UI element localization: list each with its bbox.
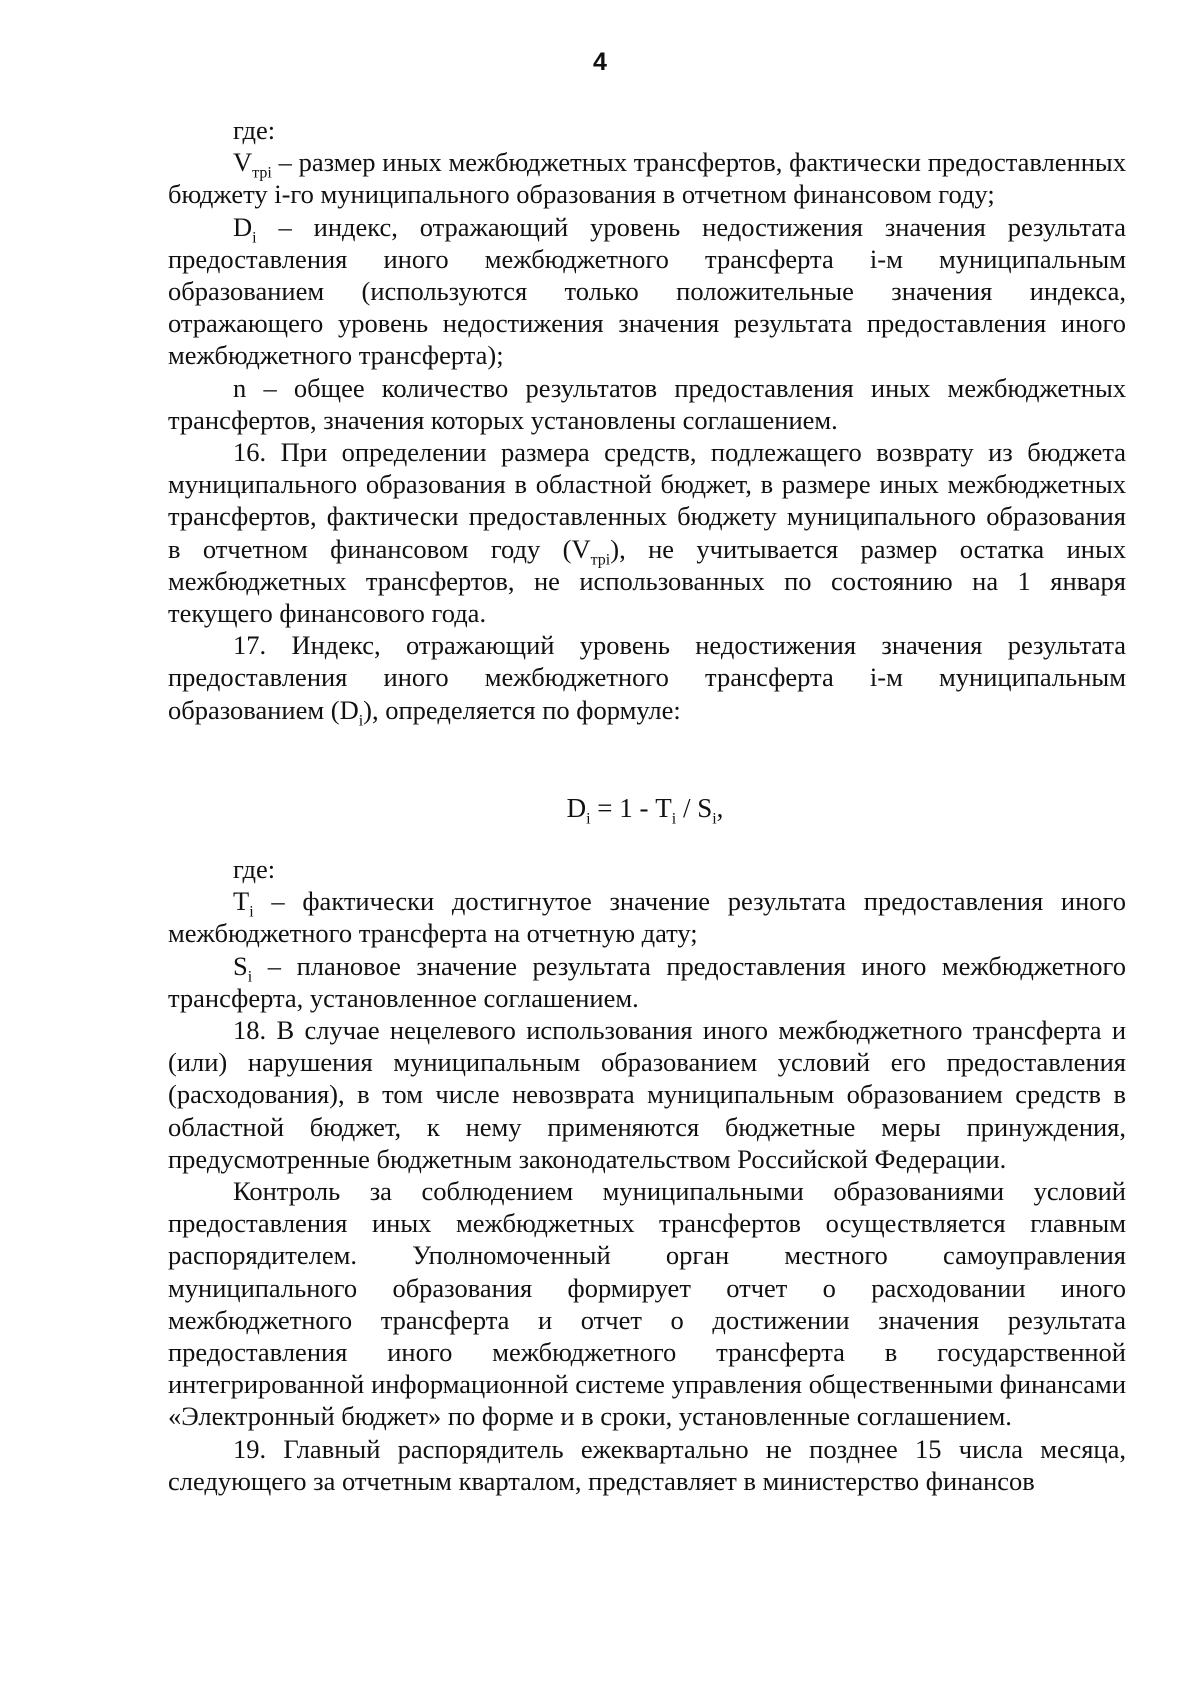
text-block-bottom [168, 853, 1126, 1497]
formula-eq-t: = 1 - T [590, 793, 672, 823]
definition-d-text: – индекс, отражающий уровень недостижения значения результата предоставления иного межбюджетного трансферта і-м муниципальным образованием (используются только положительные значения индекса, отражающего уровень недостижения значения результата предоставления иного межбюджетного трансферта); [168, 211, 1126, 371]
subscript-trpi: трі [252, 164, 272, 182]
paragraph-17 [168, 629, 1126, 729]
subscript-s-i: і [247, 967, 253, 985]
where-label-1: где: [233, 115, 276, 145]
definition-d-i [168, 211, 1126, 372]
symbol-d: D [233, 211, 253, 242]
paragraph-16-text-b: ), не учитывается размер остатка иных межбюджетных трансфертов, не использованных по состоянию на 1 января текущего финансового года. [168, 533, 1126, 629]
paragraph-18: 18. В случае нецелевого использования иного межбюджетного трансферта и (или) нарушения муниципальным образованием условий его предоставления (расходования), в том числе невозврата муниципальным образованием средств в областной бюджет, к нему применяются бюджетные меры принуждения, предусмотренные бюджетным законодательством Российской Федерации. [168, 1015, 1126, 1174]
definition-n: n – общее количество результатов предоставления иных межбюджетных трансфертов, значения которых установлены соглашением. [168, 372, 1126, 435]
definition-s-i [168, 950, 1126, 1014]
text-block-top [168, 114, 1126, 729]
formula-t-subscript: і [671, 810, 677, 828]
definition-s-text: – плановое значение результата предоставления иного межбюджетного трансферта, установленное соглашением. [168, 950, 1126, 1013]
definition-t-text: – фактически достигнутое значение результата предоставления иного межбюджетного трансферта на отчетную дату; [168, 886, 1126, 949]
paragraph-17-text-a: 17. Индекс, отражающий уровень недостижения значения результата предоставления иного межбюджетного трансферта і-м муниципальным образованием (D [168, 630, 1126, 725]
formula-d: D [566, 793, 587, 823]
paragraph-control: Контроль за соблюдением муниципальными образованиями условий предоставления иных межбюджетных трансфертов осуществляется главным распорядителем. Уполномоченный орган местного самоуправления муниципального образования формирует отчет о расходовании иного межбюджетного трансферта и отчет о достижении значения результата предоставления иного межбюджетного трансферта в государственной интегрированной информационной системе управления общественными финансами «Электронный бюджет» по форме и в сроки, установленные соглашением. [168, 1176, 1126, 1432]
definition-t-i [168, 885, 1126, 949]
symbol-v: V [233, 147, 253, 178]
formula-d-subscript: і [586, 810, 591, 828]
formula-div-s: / S [676, 793, 713, 823]
where-label-2: где: [233, 854, 276, 884]
paragraph-16-text-a: 16. При определении размера средств, подлежащего возврату из бюджета муниципального образования в областной бюджет, в размере иных межбюджетных трансфертов, фактически предоставленных бюджету муниципального образования в отчетном финансовом году (V [168, 437, 1126, 564]
symbol-t: T [233, 886, 250, 917]
formula-end: , [716, 793, 724, 823]
paragraph-17-text-b: ), определяется по формуле: [363, 694, 681, 725]
definition-v-trpi [168, 146, 1126, 210]
formula-s-subscript: і [712, 810, 717, 828]
paragraph-17-subscript: і [358, 711, 364, 729]
subscript-t-i: і [249, 903, 254, 921]
page-number: 4 [593, 48, 607, 76]
subscript-i: і [252, 228, 257, 246]
paragraph-19: 19. Главный распорядитель ежеквартально не позднее 15 числа месяца, следующего за отчетным кварталом, представляет в министерство финансов [168, 1433, 1126, 1496]
definition-v-text: – размер иных межбюджетных трансфертов, фактически предоставленных бюджету і-го муниципального образования в отчетном финансовом году; [168, 147, 1126, 210]
symbol-s: S [233, 950, 248, 981]
formula-d-i [0, 793, 1200, 828]
paragraph-16 [168, 436, 1126, 629]
paragraph-16-subscript: трі [590, 550, 611, 568]
